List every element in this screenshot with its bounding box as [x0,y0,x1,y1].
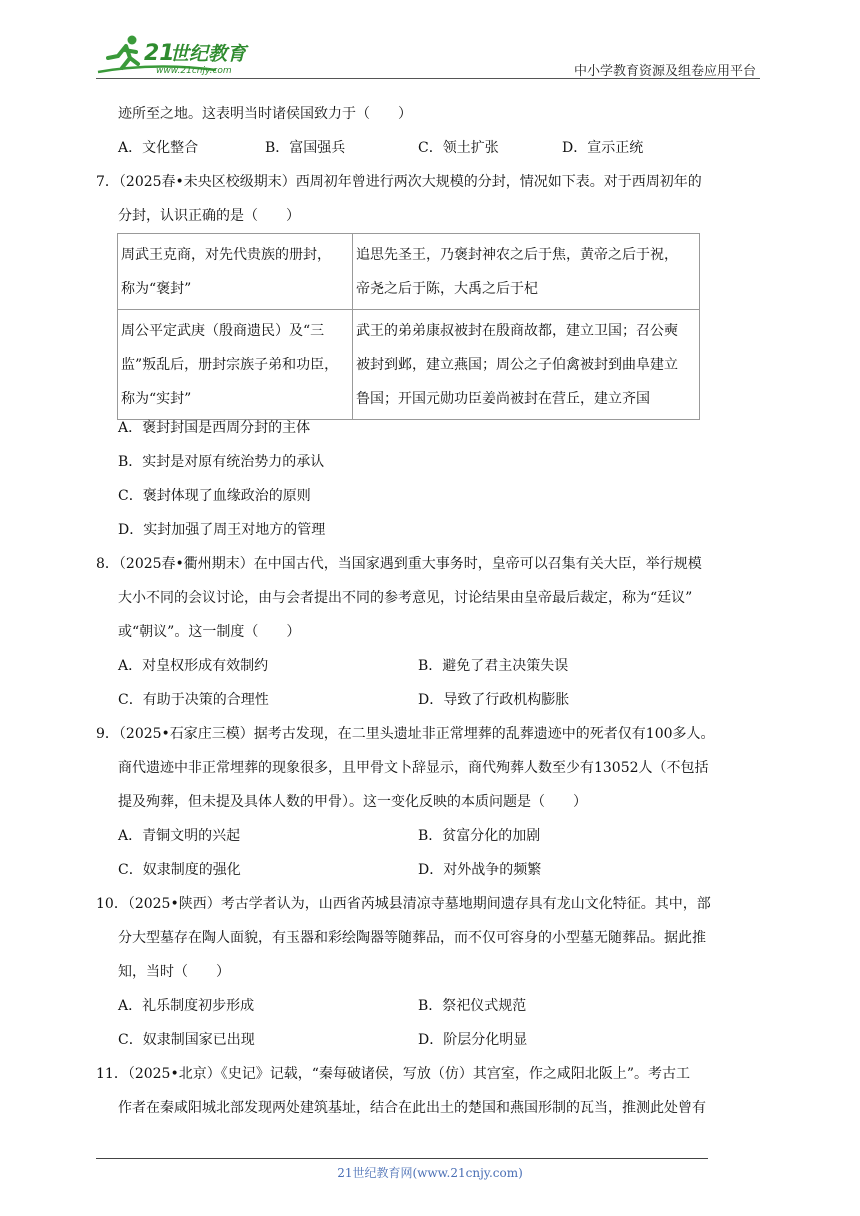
option-a: A．对皇权形成有效制约 [118,658,269,674]
table-row [118,310,700,420]
question-10-stem: 10．（2025•陕西）考古学者认为，山西省芮城县清凉寺墓地期间遗存具有龙山文化特征。其中，部 [96,896,711,912]
option-c: C．褒封体现了血缘政治的原则 [118,488,311,504]
option-d: D．导致了行政机构膨胀 [418,692,570,708]
option-d: D．宣示正统 [562,140,644,156]
table-cell-text: 追思先圣王，乃褒封神农之后于焦，黄帝之后于祝， [356,247,678,263]
option-b: B．实封是对原有统治势力的承认 [118,454,325,470]
table-cell-text: 周公平定武庚（殷商遗民）及“三 [121,323,325,339]
table-cell-text: 被封到邺，建立燕国；周公之子伯禽被封到曲阜建立 [356,357,678,373]
question-9-stem: 9．（2025•石家庄三模）据考古发现，在二里头遗址非正常埋葬的乱葬遗迹中的死者仅有100多人。 [96,726,715,742]
header-divider [96,78,760,79]
table-cell [118,234,353,310]
option-c: C．奴隶制国家已出现 [118,1032,255,1048]
option-b: B．避免了君主决策失误 [418,658,569,674]
option-d: D．对外战争的频繁 [418,862,542,878]
platform-title: 中小学教育资源及组卷应用平台 [573,64,756,79]
table-row [118,234,700,310]
table-cell-text: 称为“褒封” [121,281,192,297]
table-cell-text: 武王的弟弟康叔被封在殷商故都，建立卫国；召公奭 [356,323,678,339]
question-line: 迹所至之地。这表明当时诸侯国致力于（ ） [118,106,412,122]
svg-text:21: 21 [144,41,175,66]
svg-text:世纪教育: 世纪教育 [170,43,247,65]
question-8-stem: 8．（2025春•衢州期末）在中国古代，当国家遇到重大事务时，皇帝可以召集有关大臣，举行规模 [96,556,702,572]
table-cell-text: 鲁国；开国元勋功臣姜尚被封在营丘，建立齐国 [356,391,650,407]
option-c: C．领土扩张 [418,140,499,156]
option-c: C．有助于决策的合理性 [118,692,269,708]
table-cell-text: 称为“实封” [121,391,192,407]
option-c: C．奴隶制度的强化 [118,862,241,878]
question-9-stem-cont: 提及殉葬，但未提及具体人数的甲骨）。这一变化反映的本质问题是（ ） [118,794,587,810]
question-8-stem-cont: 或“朝议”。这一制度（ ） [118,624,301,640]
question-10-stem-cont: 知，当时（ ） [118,964,230,980]
option-b: B．贫富分化的加剧 [418,828,541,844]
question-8-stem-cont: 大小不同的会议讨论，由与会者提出不同的参考意见，讨论结果由皇帝最后裁定，称为“廷议” [118,590,693,606]
footer-site-link[interactable]: 21世纪教育网(www.21cnjy.com) [337,1166,523,1180]
option-a: A．褒封封国是西周分封的主体 [118,420,311,436]
question-7-stem-cont: 分封，认识正确的是（ ） [118,208,300,224]
site-logo [96,32,266,76]
option-b: B．富国强兵 [265,140,346,156]
option-d: D．阶层分化明显 [418,1032,528,1048]
option-a: A．礼乐制度初步形成 [118,998,255,1014]
table-cell [118,310,353,420]
option-a: A．青铜文明的兴起 [118,828,241,844]
footer-divider [96,1158,708,1159]
question-9-stem-cont: 商代遗迹中非正常埋葬的现象很多，且甲骨文卜辞显示，商代殉葬人数至少有13052人（不包括 [118,760,709,776]
question-11-stem-cont: 作者在秦咸阳城北部发现两处建筑基址，结合在此出土的楚国和燕国形制的瓦当，推测此处曾有 [118,1100,706,1116]
table-cell [353,310,700,420]
page-header [96,30,760,80]
question-7-stem: 7．（2025春•未央区校级期末）西周初年曾进行两次大规模的分封，情况如下表。对于西周初年的 [96,174,702,190]
option-a: A．文化整合 [118,140,199,156]
fengjian-table [117,233,700,420]
table-cell-text: 周武王克商，对先代贵族的册封， [121,247,331,263]
table-cell-text: 帝尧之后于陈，大禹之后于杞 [356,281,538,297]
question-11-stem: 11．（2025•北京）《史记》记载，“秦每破诸侯，写放（仿）其宫室，作之咸阳北阪上”。考古工 [96,1066,691,1082]
option-d: D．实封加强了周王对地方的管理 [118,522,326,538]
option-b: B．祭祀仪式规范 [418,998,527,1014]
question-10-stem-cont: 分大型墓存在陶人面貌，有玉器和彩绘陶器等随葬品，而不仅可容身的小型墓无随葬品。据此推 [118,930,706,946]
table-cell-text: 监”叛乱后，册封宗族子弟和功臣， [121,357,339,373]
table-cell [353,234,700,310]
svg-text:www.21cnjy.com: www.21cnjy.com [156,66,232,76]
